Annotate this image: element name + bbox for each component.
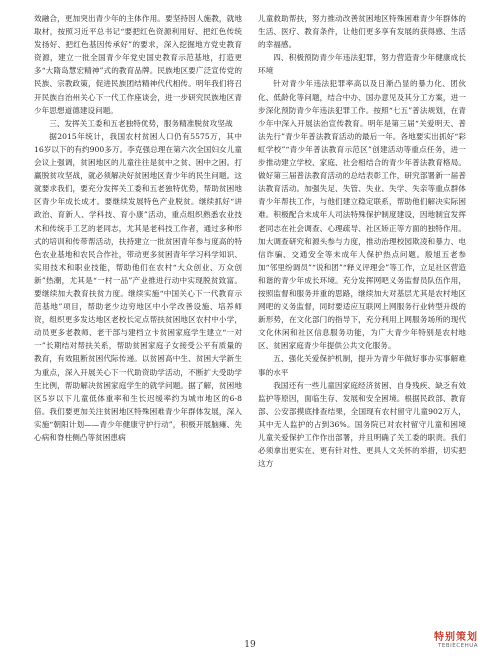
- brand-title: 特别策划: [434, 632, 478, 643]
- paragraph: 针对青少年违法犯罪率高以及日渐凸显的暴力化、团伙化、低龄化等问题，结合中办、国办意见及其分工方案，进一步深化预防青少年违法犯罪工作。按照“七五”普法规划，在青少年中深入开展法治宣传教育。明年是第三届“关爱明天、普法先行”青少年普法教育活动的最后一年。各地要实出抓好“彩虹学校”“青少年普法教育示范区”创建活动等重点任务，进一步推动建立学校、家庭、社会相结合的青少年普法教育格局。做好第三届普法教育活动的总结表彰工作，研究部署新一届普法教育活动。加强失足、失管、失业、失学、失亲等重点群体青少年帮扶工作，与他们建立稳定联系，帮助他们解决实际困难。积极配合未成年人司法特殊保护制度建设，因地制宜发挥老同志在社会调查、心理疏导、社区矫正等方面的独特作用。加大调查研究和源头参与力度，推动治理校园欺凌和暴力、电信诈骗、交通安全等未成年人保护热点问题。殷旭五老参加“邻里纷调员”“说和团”“释义评理会”等工作，立足社区营造和谐的青少年成长环境。充分发挥网吧义务监督员队伍作用，按照监督和服务并重的思路，继续加大对基层尤其是农村地区网吧的义务监督，同时要适应互联网上网服务行业转型升级的新形势，在文化部门的指导下，充分利用上网服务场所的现代文化休闲和社区信息服务功能，为广大青少年特别是农村地区、贫困家庭青少年提供公共文化服务。: [258, 79, 466, 351]
- section-heading: 五、强化关爱保护机制，提升为青少年做好事办实事解难事的水平: [258, 354, 466, 377]
- page-number: 19: [244, 640, 256, 650]
- section-heading: 三、发挥关工委和五老独特优势，服务精准脱贫攻坚战: [49, 118, 233, 128]
- section-brand: [434, 628, 478, 649]
- paragraph: 我国还有一些儿童因家庭经济贫困、自身残疾、缺乏有效监护等原因，面临生存、发展和安全困境。根据民政部、教育部、公安部摸底排查结果，全国现有农村留守儿童902万人，其中无人监护的占到36%。国务院已对农村留守儿童和困境儿童关爱保护工作作出部署，并且明确了关工委的职责。我们必须拿出更实在、更有针对性、更具人文关怀的举措，切实把这方: [258, 380, 466, 469]
- right-column: [258, 12, 466, 470]
- paragraph: 效融合，更加突出青少年的主体作用。要坚持因人施教，就地取材，按照习近平总书记“要把红色资源利用好、把红色传统发扬好、把红色基因传承好”的要求，深入挖掘地方党史教育资源，建立一批全国青少年党史国史教育示范基地，打造更多“大隋岛慧宏精神”式的教育品牌。民族地区要广泛宣传党的民族、宗教政策，促进民族团结精神代代相传。明年我们将召开民族自治州关心下一代工作座谈会，进一步研究民族地区青少年思想道德建设问题。: [34, 14, 242, 115]
- paragraph: 据2015年统计，我国农村贫困人口仍有5575万，其中16岁以下的有约900多万。李克强总理在第六次全国妇女儿童会议上强调，贫困地区的儿童往往是贫中之贫、困中之困。打赢脱贫攻坚战，就必须解决好贫困地区青少年的民生问题。这就要求我们，要充分发挥关工委和五老独特优势，帮助贫困地区青少年成长成才。要继续发展特色产业脱贫。继续抓好“讲政治、育新人、学科技、育小康”活动，重点组织熟悉农业技术和传统手工艺的老同志，尤其是老科技工作者，通过多种形式的培训和传带帮活动，扶持建立一批贫困青年参与度高的特色农业基地和农民合作社，带动更多贫困青年学习科学知识、实用技术和职业技能，帮助他们在农村“大众创业、万众创新”热潮，尤其是“一村一品”产业推进行动中实现脱贫致富。要继续加大教育扶贫力度。继续实施“中国关心下一代教育示范基地”项目，帮助老少边穷地区中小学改善设施、培养师资，组织更多发达地区老校长定点帮扶贫困地区农村中小学，动员更多老教师、老干部与建档立卡贫困家庭学生建立“一对一”长期结对帮扶关系，帮助贫困家庭子女接受公平有质量的教育，有效阻断贫困代际传递。以贫困高中生、贫困大学新生为重点，深入开展关心下一代助资助学活动，不断扩大受助学生比例，帮助解决贫困家庭学生的就学问题。据了解，贫困地区5岁以下儿童低体重率和生长迟缓率约为城市地区的6-8倍。我们要更加关注贫困地区特殊困难青少年群体发展，深入实施“朝阳计划——青少年健康守护行动”，积极开展脑瘫、先心病和脊柱侧凸等贫困患病: [34, 131, 242, 442]
- left-column: [34, 12, 242, 444]
- brand-subtitle: TEBIECEHUA: [438, 643, 478, 649]
- section-heading: 四、积极预防青少年违法犯罪，努力营造青少年健康成长环境: [258, 53, 466, 76]
- paragraph: 儿童救助帮扶，努力推动改善贫困地区特殊困难青少年群体的生活、医疗、教育条件，让他们更多享有发展的获得感、生活的幸福感。: [258, 14, 466, 50]
